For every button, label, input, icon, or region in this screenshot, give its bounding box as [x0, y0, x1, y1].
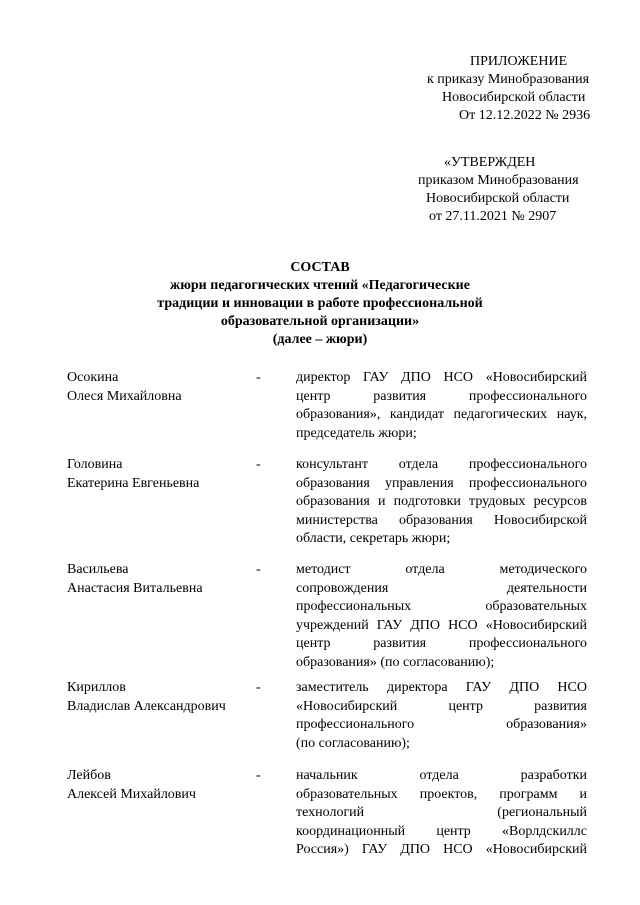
member-surname: Головина	[67, 457, 123, 472]
role-line: Россия») ГАУ ДПО НСО «Новосибирский	[296, 842, 587, 857]
member-surname: Кириллов	[67, 680, 126, 695]
appendix-date-number: От 12.12.2022 № 2936	[459, 108, 591, 123]
member-name	[67, 679, 252, 716]
role-line: профессиональных образовательных	[296, 599, 587, 614]
member-role	[296, 456, 587, 549]
role-line: председатель жюри;	[296, 425, 417, 441]
appendix-header	[415, 53, 605, 125]
member-surname: Лейбов	[67, 768, 111, 783]
member-name	[67, 767, 252, 804]
role-line: образовательных проектов, программ и	[296, 786, 587, 802]
member-given-name: Екатерина Евгеньевна	[67, 475, 200, 491]
role-line: образования», кандидат педагогических наук,	[296, 407, 587, 422]
role-line: области, секретарь жюри;	[296, 531, 451, 546]
member-role	[296, 767, 587, 860]
role-line: образования» (по согласованию);	[296, 654, 495, 670]
role-line: методист отдела методического	[296, 562, 587, 577]
approved-order-ref: приказом Минобразования	[418, 173, 579, 188]
member-name	[67, 369, 252, 406]
member-dash: -	[256, 768, 261, 783]
title-line: жюри педагогических чтений «Педагогические	[170, 278, 470, 293]
role-line: «Новосибирский центр развития	[296, 698, 587, 714]
role-line: образования и подготовки трудовых ресурсов	[296, 494, 587, 509]
approved-date-number: от 27.11.2021 № 2907	[429, 209, 557, 224]
appendix-title: ПРИЛОЖЕНИЕ	[470, 54, 568, 69]
role-line: заместитель директора ГАУ ДПО НСО	[296, 680, 587, 695]
role-line: учреждений ГАУ ДПО НСО «Новосибирский	[296, 617, 587, 633]
member-role	[296, 369, 587, 443]
title-line: образовательной организации»	[220, 314, 420, 329]
member-name	[67, 456, 252, 493]
role-line: (по согласованию);	[296, 735, 410, 751]
title-line: традиции и инновации в работе профессиональной	[157, 296, 483, 311]
approved-title: «УТВЕРЖДЕН	[444, 155, 536, 170]
role-line: сопровождения деятельности	[296, 580, 587, 596]
role-line: координационный центр «Ворлдскиллс	[296, 823, 587, 839]
title-heading: СОСТАВ	[290, 260, 350, 275]
approved-header	[418, 154, 608, 226]
role-line: консультант отдела профессионального	[296, 457, 587, 472]
member-given-name: Олеся Михайловна	[67, 388, 182, 404]
member-name	[67, 561, 252, 598]
role-line: начальник отдела разработки	[296, 768, 587, 783]
role-line: профессионального образования»	[296, 717, 587, 732]
member-role	[296, 561, 587, 672]
member-dash: -	[256, 562, 261, 577]
member-given-name: Алексей Михайлович	[67, 786, 196, 802]
member-given-name: Владислав Александрович	[67, 698, 226, 714]
appendix-order-ref: к приказу Минобразования	[427, 72, 590, 87]
role-line: образования управления профессионального	[296, 475, 587, 491]
role-line: технологий (региональный	[296, 805, 587, 820]
member-dash: -	[256, 370, 261, 385]
approved-region: Новосибирской области	[426, 191, 570, 206]
role-line: центр развития профессионального	[296, 636, 587, 651]
member-role	[296, 679, 587, 753]
member-given-name: Анастасия Витальевна	[67, 580, 203, 596]
role-line: центр развития профессионального	[296, 388, 587, 404]
document-title	[100, 259, 540, 349]
role-line: директор ГАУ ДПО НСО «Новосибирский	[296, 370, 587, 385]
role-line: министерства образования Новосибирской	[296, 512, 587, 528]
member-surname: Осокина	[67, 370, 119, 385]
member-dash: -	[256, 680, 261, 695]
title-line: (далее – жюри)	[272, 332, 368, 347]
appendix-region: Новосибирской области	[442, 90, 586, 105]
member-surname: Васильева	[67, 562, 129, 577]
member-dash: -	[256, 457, 261, 472]
